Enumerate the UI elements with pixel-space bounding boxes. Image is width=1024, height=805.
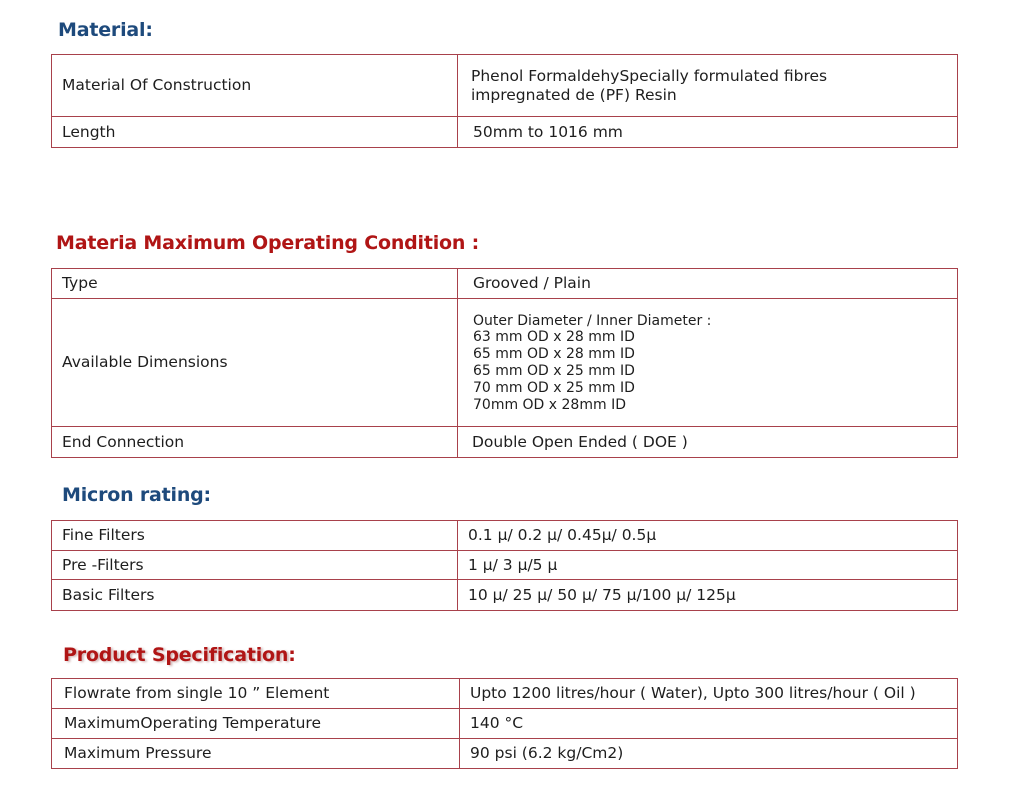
- available-dimensions-value: Outer Diameter / Inner Diameter : 63 mm OD x 28 mm ID 65 mm OD x 28 mm ID 65 mm OD x 25 mm ID 70 mm OD x 25 mm ID 70mm OD x 28mm ID: [458, 299, 958, 427]
- pre-filters-value: 1 μ/ 3 μ/5 μ: [458, 551, 958, 580]
- type-label: Type: [52, 269, 458, 299]
- table-row: [52, 521, 958, 551]
- operating-table: [51, 268, 958, 458]
- basic-filters-value: 10 μ/ 25 μ/ 50 μ/ 75 μ/100 μ/ 125μ: [458, 580, 958, 611]
- flowrate-label: Flowrate from single 10 ” Element: [52, 679, 460, 709]
- flowrate-value: Upto 1200 litres/hour ( Water), Upto 300 litres/hour ( Oil ): [460, 679, 958, 709]
- product-specification-title: Product Specification: [63, 644, 289, 666]
- table-row: [52, 299, 958, 427]
- table-row: [52, 739, 958, 769]
- max-pressure-label: Maximum Pressure: [52, 739, 460, 769]
- table-row: [52, 117, 958, 148]
- max-temperature-value: 140 °C: [460, 709, 958, 739]
- length-value: 50mm to 1016 mm: [458, 117, 958, 148]
- basic-filters-label: Basic Filters: [52, 580, 458, 611]
- table-row: [52, 679, 958, 709]
- material-table: [51, 54, 958, 148]
- max-temperature-label: MaximumOperating Temperature: [52, 709, 460, 739]
- product-specification-colon: :: [288, 644, 296, 666]
- material-construction-value: Phenol FormaldehySpecially formulated fibres impregnated de (PF) Resin: [458, 55, 958, 117]
- fine-filters-value: 0.1 μ/ 0.2 μ/ 0.45μ/ 0.5μ: [458, 521, 958, 551]
- length-label: Length: [52, 117, 458, 148]
- fine-filters-label: Fine Filters: [52, 521, 458, 551]
- available-dimensions-label: Available Dimensions: [52, 299, 458, 427]
- table-row: [52, 709, 958, 739]
- product-specification-heading: [63, 644, 296, 666]
- max-pressure-value: 90 psi (6.2 kg/Cm2): [460, 739, 958, 769]
- table-row: [52, 269, 958, 299]
- pre-filters-label: Pre -Filters: [52, 551, 458, 580]
- end-connection-label: End Connection: [52, 427, 458, 458]
- micron-rating-heading: Micron rating:: [62, 484, 211, 506]
- product-table: [51, 678, 958, 769]
- material-construction-label: Material Of Construction: [52, 55, 458, 117]
- table-row: [52, 551, 958, 580]
- type-value: Grooved / Plain: [458, 269, 958, 299]
- table-row: [52, 427, 958, 458]
- table-row: [52, 55, 958, 117]
- table-row: [52, 580, 958, 611]
- material-heading: Material:: [58, 19, 153, 41]
- micron-table: [51, 520, 958, 611]
- operating-condition-heading: Materia Maximum Operating Condition :: [56, 232, 480, 254]
- end-connection-value: Double Open Ended ( DOE ): [458, 427, 958, 458]
